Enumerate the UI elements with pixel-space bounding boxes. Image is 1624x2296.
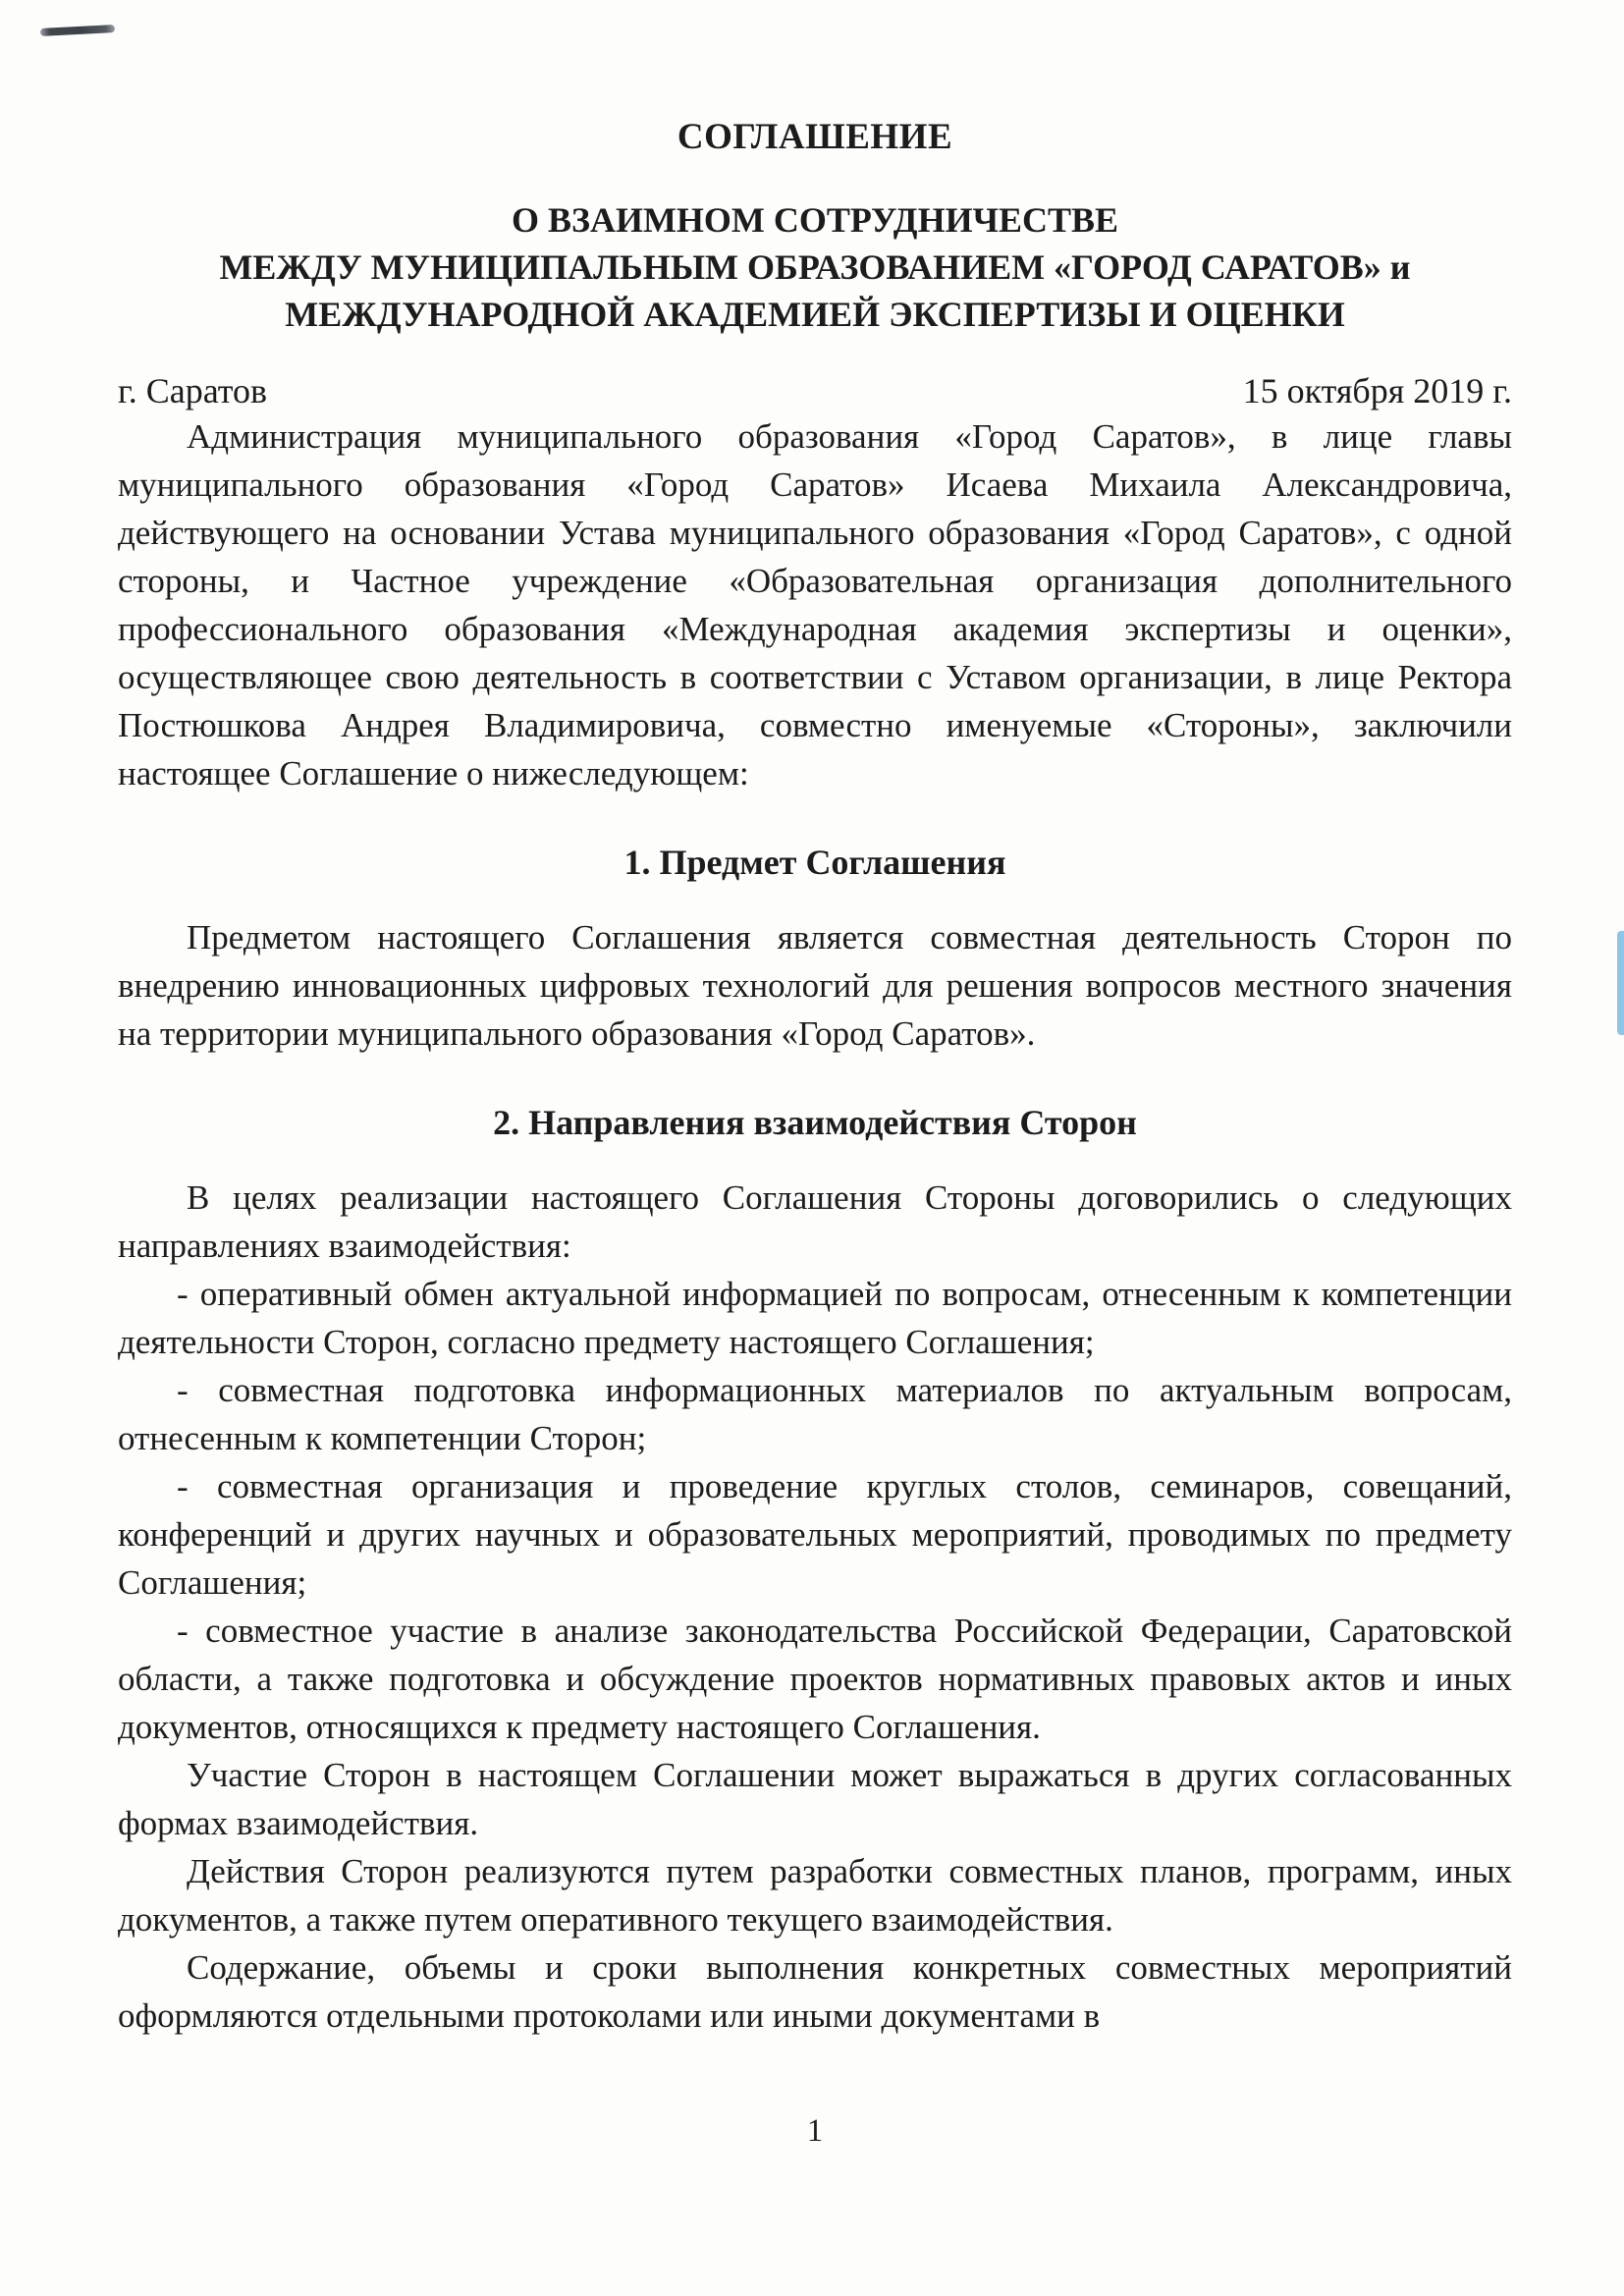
preamble-paragraph: Администрация муниципального образования «Город Саратов», в лице главы муниципального образования «Город Саратов» Исаева Михаила Александровича, действующего на основании Устава муниципального образования «Город Саратов», с одной стороны, и Частное учреждение «Образовательная организация дополнительного профессионального образования «Международная академия экспертизы и оценки», осуществляющее свою деятельность в соответствии с Уставом организации, в лице Ректора Постюшкова Андрея Владимировича, совместно именуемые «Стороны», заключили настоящее Соглашение о нижеследующем: [118,417,1512,793]
subtitle-line-3: МЕЖДУНАРОДНОЙ АКАДЕМИЕЙ ЭКСПЕРТИЗЫ И ОЦЕНКИ [285,295,1345,334]
document-subtitle [118,196,1512,338]
page-number: 1 [806,2113,824,2149]
section-2-paragraph-2: Участие Сторон в настоящем Соглашении может выражаться в других согласованных формах взаимодействия. [118,1756,1512,1842]
place-label: г. Саратов [118,371,267,410]
document-title: СОГЛАШЕНИЕ [677,117,953,157]
section-2-list-item-3: - совместная организация и проведение круглых столов, семинаров, совещаний, конференций и других научных и образовательных мероприятий, проводимых по предмету Соглашения; [118,1467,1512,1602]
date-label: 15 октября 2019 г. [1242,371,1512,410]
subtitle-line-1: О ВЗАИМНОМ СОТРУДНИЧЕСТВЕ [511,200,1119,240]
section-2-paragraph-3: Действия Сторон реализуются путем разработки совместных планов, программ, иных документов, а также путем оперативного текущего взаимодействия. [118,1852,1512,1939]
section-2-paragraph-4: Содержание, объемы и сроки выполнения конкретных совместных мероприятий оформляются отдельными протоколами или иными документами в [118,1948,1512,2035]
section-2-paragraph-1: В целях реализации настоящего Соглашения Стороны договорились о следующих направлениях взаимодействия: [118,1178,1512,1265]
document-text [118,412,1512,2040]
section-1-heading: 1. Предмет Соглашения [623,843,1006,882]
document-body [118,0,1512,2040]
subtitle-line-2: МЕЖДУ МУНИЦИПАЛЬНЫМ ОБРАЗОВАНИЕМ «ГОРОД САРАТОВ» и [219,247,1411,287]
section-2-list-item-1: - оперативный обмен актуальной информацией по вопросам, отнесенным к компетенции деятельности Сторон, согласно предмету настоящего Соглашения; [118,1275,1512,1361]
place-date-line [118,369,1512,412]
blue-edge-highlight-strip [1617,931,1624,1035]
section-2-list-item-4: - совместное участие в анализе законодательства Российской Федерации, Саратовской области, а также подготовка и обсуждение проектов нормативных правовых актов и иных документов, относящихся к предмету настоящего Соглашения. [118,1612,1512,1746]
section-2-list-item-2: - совместная подготовка информационных материалов по актуальным вопросам, отнесенным к компетенции Сторон; [118,1371,1512,1457]
section-2-heading: 2. Направления взаимодействия Сторон [493,1103,1137,1142]
scan-smudge-mark [40,25,115,36]
section-1-paragraph-1: Предметом настоящего Соглашения является совместная деятельность Сторон по внедрению инновационных цифровых технологий для решения вопросов местного значения на территории муниципального образования «Город Саратов». [118,918,1512,1053]
